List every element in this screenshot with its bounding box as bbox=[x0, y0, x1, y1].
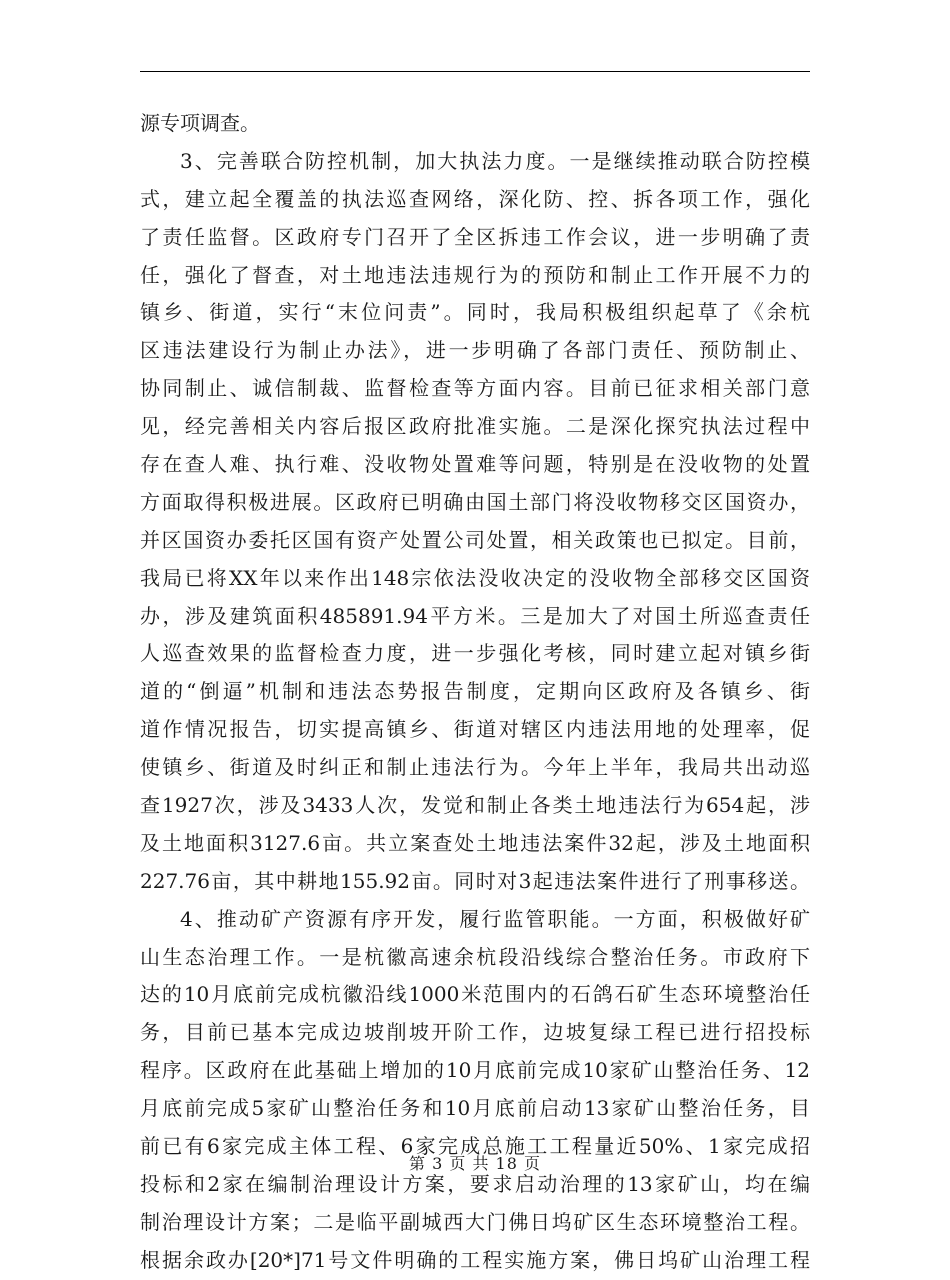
header-rule bbox=[140, 71, 810, 72]
text-line: 道作情况报告，切实提高镇乡、街道对辖区内违法用地的处理率，促 bbox=[140, 717, 810, 742]
text-line: 见，经完善相关内容后报区政府批准实施。二是深化探究执法过程中 bbox=[140, 414, 810, 439]
text-line: 区违法建设行为制止办法》，进一步明确了各部门责任、预防制止、 bbox=[140, 338, 810, 363]
text-line: 办，涉及建筑面积485891.94平方米。三是加大了对国土所巡查责任 bbox=[140, 603, 810, 628]
footer-middle: 页 共 bbox=[449, 1154, 490, 1173]
text-line: 前已有6家完成主体工程、6家完成总施工工程量近50%、1家完成招 bbox=[140, 1134, 810, 1159]
footer-total-pages: 18 bbox=[495, 1154, 518, 1173]
text-line: 3、完善联合防控机制，加大执法力度。一是继续推动联合防控模 bbox=[180, 148, 810, 173]
footer-page-number: 3 bbox=[432, 1154, 444, 1173]
text-line: 及土地面积3127.6亩。共立案查处土地违法案件32起，涉及土地面积 bbox=[140, 830, 810, 855]
text-line: 我局已将XX年以来作出148宗依法没收决定的没收物全部移交区国资 bbox=[140, 565, 810, 590]
text-line: 务，目前已基本完成边坡削坡开阶工作，边坡复绿工程已进行招投标 bbox=[140, 1020, 810, 1045]
text-line: 源专项调查。 bbox=[140, 111, 260, 135]
text-line: 制治理设计方案；二是临平副城西大门佛日坞矿区生态环境整治工程。 bbox=[140, 1209, 810, 1234]
text-line: 使镇乡、街道及时纠正和制止违法行为。今年上半年，我局共出动巡 bbox=[140, 755, 810, 780]
footer-prefix: 第 bbox=[408, 1154, 426, 1173]
text-line: 根据余政办[20*]71号文件明确的工程实施方案，佛日坞矿山治理工程 bbox=[140, 1247, 810, 1272]
text-line: 查1927次，涉及3433人次，发觉和制止各类土地违法行为654起，涉 bbox=[140, 793, 810, 818]
footer-suffix: 页 bbox=[524, 1154, 542, 1173]
text-line: 并区国资办委托区国有资产处置公司处置，相关政策也已拟定。目前， bbox=[140, 527, 810, 552]
text-line: 投标和2家在编制治理设计方案，要求启动治理的13家矿山，均在编 bbox=[140, 1171, 810, 1196]
text-line: 式，建立起全覆盖的执法巡查网络，深化防、控、拆各项工作，强化 bbox=[140, 186, 810, 211]
document-body bbox=[140, 105, 810, 1280]
text-line: 山生态治理工作。一是杭徽高速余杭段沿线综合整治任务。市政府下 bbox=[140, 944, 810, 969]
page-footer bbox=[0, 1153, 950, 1175]
text-line: 227.76亩，其中耕地155.92亩。同时对3起违法案件进行了刑事移送。 bbox=[140, 868, 810, 893]
text-line: 达的10月底前完成杭徽沿线1000米范围内的石鸽石矿生态环境整治任 bbox=[140, 982, 810, 1007]
text-line: 存在查人难、执行难、没收物处置难等问题，特别是在没收物的处置 bbox=[140, 452, 810, 477]
text-line: 任，强化了督查，对土地违法违规行为的预防和制止工作开展不力的 bbox=[140, 262, 810, 287]
text-line: 程序。区政府在此基础上增加的10月底前完成10家矿山整治任务、12 bbox=[140, 1058, 810, 1083]
text-line: 4、推动矿产资源有序开发，履行监管职能。一方面，积极做好矿 bbox=[180, 906, 810, 931]
text-line: 方面取得积极进展。区政府已明确由国土部门将没收物移交区国资办， bbox=[140, 489, 810, 514]
text-line: 人巡查效果的监督检查力度，进一步强化考核，同时建立起对镇乡街 bbox=[140, 641, 810, 666]
text-line: 道的“倒逼”机制和违法态势报告制度，定期向区政府及各镇乡、街 bbox=[140, 679, 810, 704]
text-line: 协同制止、诚信制裁、监督检查等方面内容。目前已征求相关部门意 bbox=[140, 376, 810, 401]
text-line: 了责任监督。区政府专门召开了全区拆违工作会议，进一步明确了责 bbox=[140, 224, 810, 249]
text-line: 镇乡、街道，实行“末位问责”。同时，我局积极组织起草了《余杭 bbox=[140, 300, 810, 325]
text-line: 月底前完成5家矿山整治任务和10月底前启动13家矿山整治任务，目 bbox=[140, 1096, 810, 1121]
